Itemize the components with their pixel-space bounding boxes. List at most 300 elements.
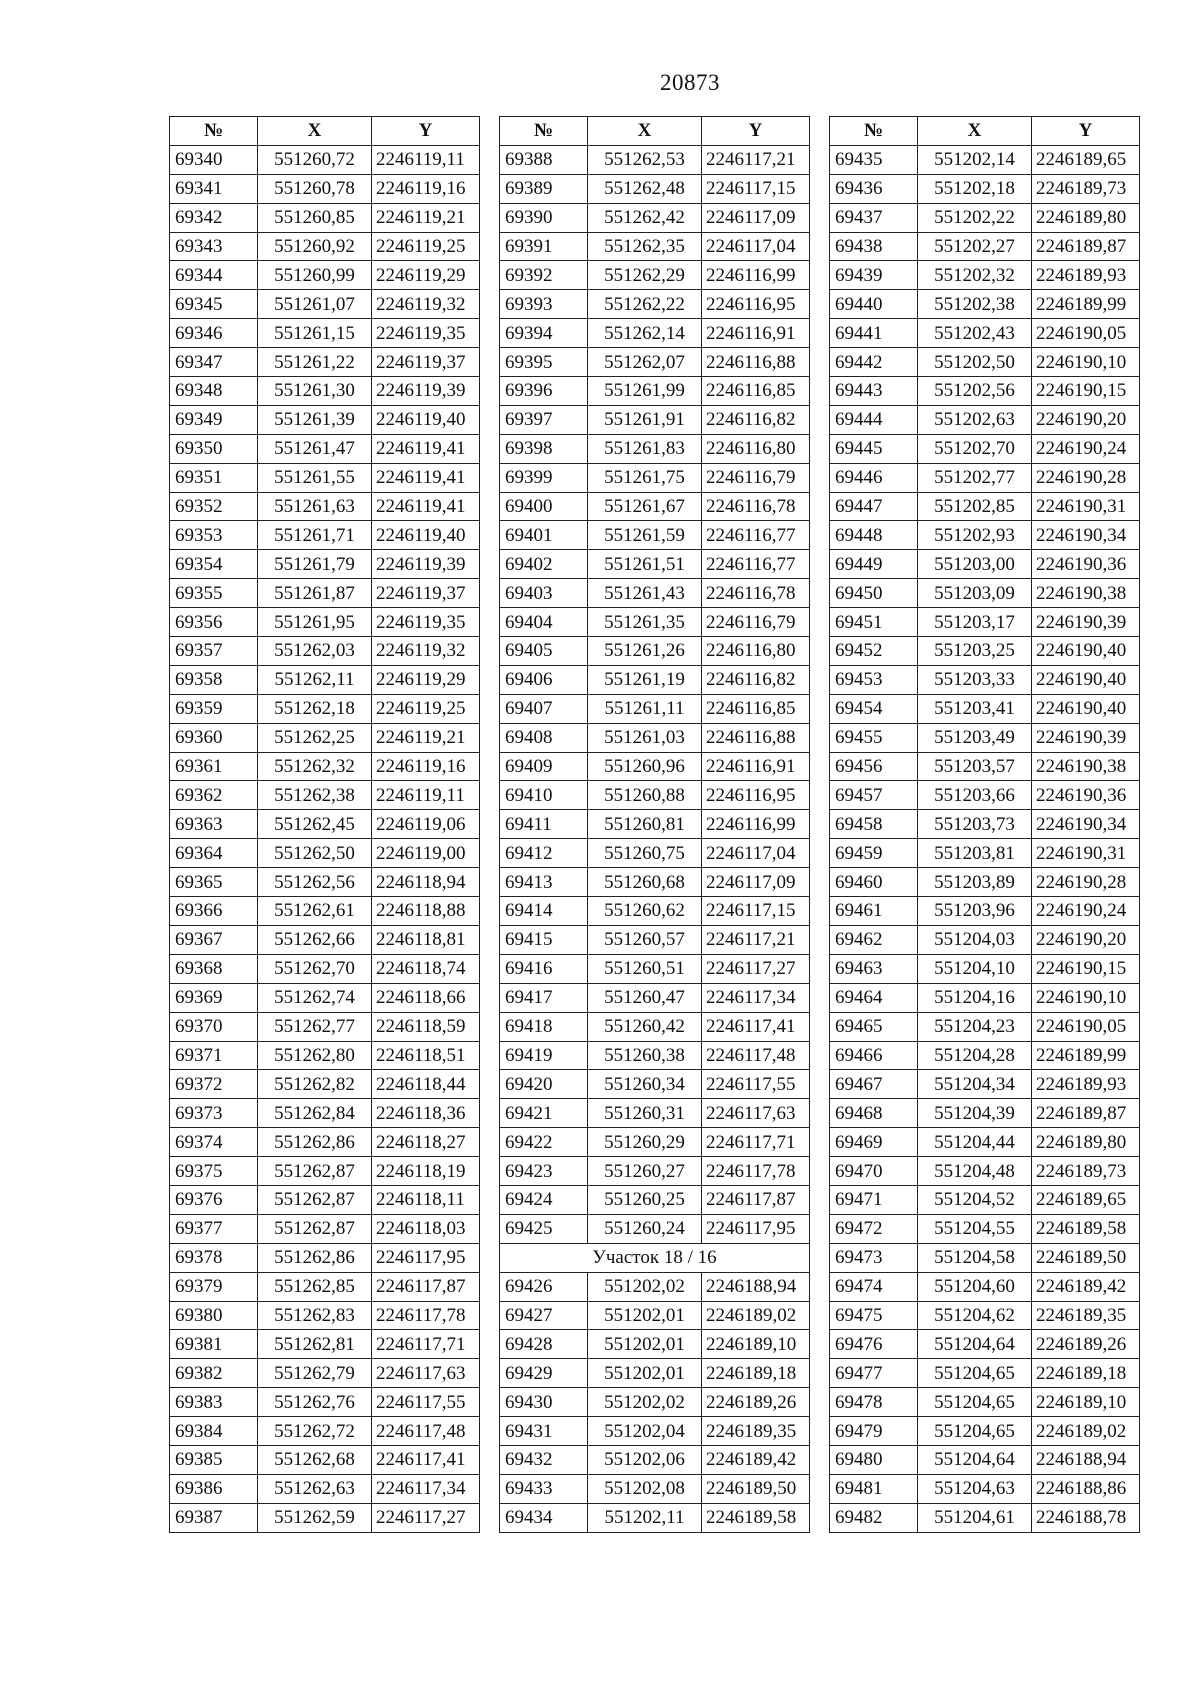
x-coordinate-cell: 551260,75 xyxy=(588,839,702,868)
point-number-cell: 69411 xyxy=(500,810,588,839)
y-coordinate-cell: 2246116,95 xyxy=(702,290,810,319)
point-number-cell: 69382 xyxy=(170,1359,258,1388)
point-number-cell: 69345 xyxy=(170,290,258,319)
y-coordinate-cell: 2246189,65 xyxy=(1032,145,1140,174)
point-number-cell: 69350 xyxy=(170,434,258,463)
table-row xyxy=(170,1417,480,1446)
y-coordinate-cell: 2246116,77 xyxy=(702,521,810,550)
point-number-cell: 69369 xyxy=(170,983,258,1012)
x-coordinate-cell: 551204,52 xyxy=(918,1185,1032,1214)
x-coordinate-cell: 551203,81 xyxy=(918,839,1032,868)
x-coordinate-cell: 551202,85 xyxy=(918,492,1032,521)
table-row xyxy=(500,1474,810,1503)
point-number-cell: 69475 xyxy=(830,1301,918,1330)
y-coordinate-cell: 2246119,35 xyxy=(372,319,480,348)
table-row xyxy=(830,1417,1140,1446)
y-coordinate-cell: 2246119,37 xyxy=(372,348,480,377)
table-row xyxy=(170,1012,480,1041)
y-coordinate-cell: 2246118,44 xyxy=(372,1070,480,1099)
x-coordinate-cell: 551261,59 xyxy=(588,521,702,550)
table-row xyxy=(170,954,480,983)
point-number-cell: 69447 xyxy=(830,492,918,521)
table-row xyxy=(500,232,810,261)
y-coordinate-cell: 2246119,25 xyxy=(372,694,480,723)
y-coordinate-cell: 2246119,37 xyxy=(372,579,480,608)
y-coordinate-cell: 2246188,94 xyxy=(1032,1445,1140,1474)
point-number-cell: 69387 xyxy=(170,1503,258,1532)
table-row xyxy=(500,1330,810,1359)
y-coordinate-cell: 2246189,58 xyxy=(1032,1214,1140,1243)
table-row xyxy=(830,1070,1140,1099)
table-row xyxy=(500,1128,810,1157)
table-row xyxy=(170,1445,480,1474)
x-coordinate-cell: 551260,51 xyxy=(588,954,702,983)
point-number-cell: 69347 xyxy=(170,348,258,377)
point-number-cell: 69457 xyxy=(830,781,918,810)
point-number-cell: 69356 xyxy=(170,608,258,637)
point-number-cell: 69459 xyxy=(830,839,918,868)
table-row xyxy=(500,723,810,752)
y-coordinate-cell: 2246190,36 xyxy=(1032,781,1140,810)
x-coordinate-cell: 551204,65 xyxy=(918,1359,1032,1388)
x-coordinate-cell: 551262,03 xyxy=(258,637,372,666)
table-row xyxy=(830,521,1140,550)
point-number-cell: 69480 xyxy=(830,1445,918,1474)
y-coordinate-cell: 2246189,10 xyxy=(702,1330,810,1359)
point-number-cell: 69450 xyxy=(830,579,918,608)
y-coordinate-cell: 2246188,78 xyxy=(1032,1503,1140,1532)
x-coordinate-cell: 551202,02 xyxy=(588,1272,702,1301)
x-coordinate-cell: 551202,04 xyxy=(588,1417,702,1446)
point-number-cell: 69404 xyxy=(500,608,588,637)
table-row xyxy=(500,752,810,781)
table-row xyxy=(500,608,810,637)
table-row xyxy=(170,1157,480,1186)
y-coordinate-cell: 2246117,95 xyxy=(372,1243,480,1272)
x-coordinate-cell: 551202,77 xyxy=(918,463,1032,492)
point-number-cell: 69454 xyxy=(830,694,918,723)
y-coordinate-cell: 2246117,71 xyxy=(702,1128,810,1157)
point-number-cell: 69409 xyxy=(500,752,588,781)
table-row xyxy=(500,1503,810,1532)
point-number-cell: 69436 xyxy=(830,174,918,203)
x-coordinate-cell: 551260,88 xyxy=(588,781,702,810)
table-row xyxy=(500,203,810,232)
y-coordinate-cell: 2246117,71 xyxy=(372,1330,480,1359)
point-number-cell: 69451 xyxy=(830,608,918,637)
table-row xyxy=(500,290,810,319)
y-coordinate-cell: 2246117,09 xyxy=(702,868,810,897)
table-row xyxy=(170,1185,480,1214)
table-row xyxy=(500,1214,810,1243)
y-coordinate-cell: 2246117,87 xyxy=(702,1185,810,1214)
x-coordinate-cell: 551262,59 xyxy=(258,1503,372,1532)
table-row xyxy=(830,1214,1140,1243)
table-row xyxy=(500,925,810,954)
y-coordinate-cell: 2246189,18 xyxy=(702,1359,810,1388)
y-coordinate-cell: 2246189,42 xyxy=(702,1445,810,1474)
y-coordinate-cell: 2246116,78 xyxy=(702,579,810,608)
table-row xyxy=(830,694,1140,723)
point-number-cell: 69373 xyxy=(170,1099,258,1128)
point-number-cell: 69396 xyxy=(500,377,588,406)
x-coordinate-cell: 551261,47 xyxy=(258,434,372,463)
x-coordinate-cell: 551204,44 xyxy=(918,1128,1032,1157)
y-coordinate-cell: 2246189,99 xyxy=(1032,290,1140,319)
x-coordinate-cell: 551203,66 xyxy=(918,781,1032,810)
x-coordinate-cell: 551204,64 xyxy=(918,1330,1032,1359)
table-row xyxy=(170,579,480,608)
point-number-cell: 69352 xyxy=(170,492,258,521)
y-coordinate-cell: 2246188,86 xyxy=(1032,1474,1140,1503)
x-coordinate-cell: 551204,28 xyxy=(918,1041,1032,1070)
y-coordinate-cell: 2246118,74 xyxy=(372,954,480,983)
table-row xyxy=(830,1099,1140,1128)
point-number-cell: 69470 xyxy=(830,1157,918,1186)
point-number-cell: 69416 xyxy=(500,954,588,983)
x-coordinate-cell: 551262,53 xyxy=(588,145,702,174)
y-coordinate-cell: 2246118,19 xyxy=(372,1157,480,1186)
y-coordinate-cell: 2246117,04 xyxy=(702,232,810,261)
point-number-cell: 69340 xyxy=(170,145,258,174)
x-coordinate-cell: 551261,19 xyxy=(588,665,702,694)
point-number-cell: 69399 xyxy=(500,463,588,492)
table-row xyxy=(500,319,810,348)
x-coordinate-cell: 551202,14 xyxy=(918,145,1032,174)
point-number-cell: 69419 xyxy=(500,1041,588,1070)
x-coordinate-cell: 551262,81 xyxy=(258,1330,372,1359)
y-coordinate-cell: 2246119,21 xyxy=(372,723,480,752)
column-header-number: № xyxy=(500,117,588,146)
x-coordinate-cell: 551204,16 xyxy=(918,983,1032,1012)
point-number-cell: 69362 xyxy=(170,781,258,810)
table-row xyxy=(830,897,1140,926)
table-row xyxy=(170,550,480,579)
column-header-number: № xyxy=(830,117,918,146)
x-coordinate-cell: 551262,87 xyxy=(258,1157,372,1186)
table-row xyxy=(170,781,480,810)
table-row xyxy=(500,1185,810,1214)
x-coordinate-cell: 551261,71 xyxy=(258,521,372,550)
table-row xyxy=(170,752,480,781)
table-row xyxy=(830,463,1140,492)
y-coordinate-cell: 2246190,34 xyxy=(1032,521,1140,550)
table-row xyxy=(500,1359,810,1388)
x-coordinate-cell: 551204,48 xyxy=(918,1157,1032,1186)
point-number-cell: 69468 xyxy=(830,1099,918,1128)
x-coordinate-cell: 551262,29 xyxy=(588,261,702,290)
table-row xyxy=(830,983,1140,1012)
y-coordinate-cell: 2246190,39 xyxy=(1032,723,1140,752)
point-number-cell: 69412 xyxy=(500,839,588,868)
x-coordinate-cell: 551261,35 xyxy=(588,608,702,637)
x-coordinate-cell: 551261,67 xyxy=(588,492,702,521)
x-coordinate-cell: 551262,35 xyxy=(588,232,702,261)
table-row xyxy=(170,983,480,1012)
table-row xyxy=(170,1243,480,1272)
y-coordinate-cell: 2246116,77 xyxy=(702,550,810,579)
point-number-cell: 69353 xyxy=(170,521,258,550)
table-body xyxy=(830,145,1140,1532)
y-coordinate-cell: 2246117,48 xyxy=(372,1417,480,1446)
y-coordinate-cell: 2246117,63 xyxy=(702,1099,810,1128)
table-row xyxy=(500,839,810,868)
x-coordinate-cell: 551262,68 xyxy=(258,1445,372,1474)
point-number-cell: 69359 xyxy=(170,694,258,723)
point-number-cell: 69477 xyxy=(830,1359,918,1388)
table-row xyxy=(500,1445,810,1474)
point-number-cell: 69343 xyxy=(170,232,258,261)
y-coordinate-cell: 2246189,50 xyxy=(1032,1243,1140,1272)
y-coordinate-cell: 2246190,05 xyxy=(1032,319,1140,348)
table-row xyxy=(170,1503,480,1532)
y-coordinate-cell: 2246116,85 xyxy=(702,377,810,406)
x-coordinate-cell: 551202,01 xyxy=(588,1330,702,1359)
y-coordinate-cell: 2246190,28 xyxy=(1032,868,1140,897)
y-coordinate-cell: 2246190,05 xyxy=(1032,1012,1140,1041)
x-coordinate-cell: 551203,89 xyxy=(918,868,1032,897)
point-number-cell: 69456 xyxy=(830,752,918,781)
point-number-cell: 69383 xyxy=(170,1388,258,1417)
x-coordinate-cell: 551261,30 xyxy=(258,377,372,406)
y-coordinate-cell: 2246190,15 xyxy=(1032,954,1140,983)
table-row xyxy=(500,637,810,666)
x-coordinate-cell: 551260,38 xyxy=(588,1041,702,1070)
y-coordinate-cell: 2246190,24 xyxy=(1032,434,1140,463)
y-coordinate-cell: 2246119,39 xyxy=(372,377,480,406)
x-coordinate-cell: 551203,49 xyxy=(918,723,1032,752)
table-row xyxy=(500,145,810,174)
table-row xyxy=(830,261,1140,290)
point-number-cell: 69445 xyxy=(830,434,918,463)
y-coordinate-cell: 2246118,94 xyxy=(372,868,480,897)
column-header-x: X xyxy=(588,117,702,146)
y-coordinate-cell: 2246117,34 xyxy=(702,983,810,1012)
point-number-cell: 69424 xyxy=(500,1185,588,1214)
x-coordinate-cell: 551260,24 xyxy=(588,1214,702,1243)
x-coordinate-cell: 551260,78 xyxy=(258,174,372,203)
x-coordinate-cell: 551262,83 xyxy=(258,1301,372,1330)
x-coordinate-cell: 551260,62 xyxy=(588,897,702,926)
point-number-cell: 69377 xyxy=(170,1214,258,1243)
point-number-cell: 69469 xyxy=(830,1128,918,1157)
x-coordinate-cell: 551261,55 xyxy=(258,463,372,492)
point-number-cell: 69346 xyxy=(170,319,258,348)
y-coordinate-cell: 2246119,32 xyxy=(372,290,480,319)
table-row xyxy=(500,1099,810,1128)
x-coordinate-cell: 551203,57 xyxy=(918,752,1032,781)
table-row xyxy=(830,145,1140,174)
table-row xyxy=(830,492,1140,521)
y-coordinate-cell: 2246190,31 xyxy=(1032,839,1140,868)
y-coordinate-cell: 2246119,11 xyxy=(372,145,480,174)
section-label: Участок 18 / 16 xyxy=(500,1243,810,1272)
point-number-cell: 69474 xyxy=(830,1272,918,1301)
y-coordinate-cell: 2246117,55 xyxy=(702,1070,810,1099)
y-coordinate-cell: 2246190,40 xyxy=(1032,665,1140,694)
y-coordinate-cell: 2246116,85 xyxy=(702,694,810,723)
point-number-cell: 69364 xyxy=(170,839,258,868)
table-row xyxy=(500,1301,810,1330)
x-coordinate-cell: 551262,25 xyxy=(258,723,372,752)
y-coordinate-cell: 2246118,11 xyxy=(372,1185,480,1214)
y-coordinate-cell: 2246189,02 xyxy=(1032,1417,1140,1446)
y-coordinate-cell: 2246119,29 xyxy=(372,261,480,290)
y-coordinate-cell: 2246118,51 xyxy=(372,1041,480,1070)
x-coordinate-cell: 551260,72 xyxy=(258,145,372,174)
y-coordinate-cell: 2246116,80 xyxy=(702,434,810,463)
point-number-cell: 69395 xyxy=(500,348,588,377)
y-coordinate-cell: 2246118,88 xyxy=(372,897,480,926)
table-row xyxy=(170,1474,480,1503)
point-number-cell: 69430 xyxy=(500,1388,588,1417)
table-row xyxy=(500,1417,810,1446)
table-row xyxy=(830,1012,1140,1041)
y-coordinate-cell: 2246117,63 xyxy=(372,1359,480,1388)
point-number-cell: 69376 xyxy=(170,1185,258,1214)
table-row xyxy=(170,1214,480,1243)
table-row xyxy=(500,1272,810,1301)
x-coordinate-cell: 551202,50 xyxy=(918,348,1032,377)
point-number-cell: 69426 xyxy=(500,1272,588,1301)
y-coordinate-cell: 2246189,99 xyxy=(1032,1041,1140,1070)
x-coordinate-cell: 551261,26 xyxy=(588,637,702,666)
x-coordinate-cell: 551260,96 xyxy=(588,752,702,781)
y-coordinate-cell: 2246117,15 xyxy=(702,174,810,203)
x-coordinate-cell: 551203,73 xyxy=(918,810,1032,839)
y-coordinate-cell: 2246118,66 xyxy=(372,983,480,1012)
y-coordinate-cell: 2246118,27 xyxy=(372,1128,480,1157)
table-row xyxy=(830,665,1140,694)
x-coordinate-cell: 551203,33 xyxy=(918,665,1032,694)
y-coordinate-cell: 2246189,50 xyxy=(702,1474,810,1503)
table-row xyxy=(170,174,480,203)
coordinate-tables xyxy=(169,116,1140,1533)
y-coordinate-cell: 2246190,38 xyxy=(1032,579,1140,608)
table-row xyxy=(500,377,810,406)
y-coordinate-cell: 2246117,41 xyxy=(702,1012,810,1041)
table-row xyxy=(170,1070,480,1099)
point-number-cell: 69417 xyxy=(500,983,588,1012)
table-row xyxy=(170,1041,480,1070)
table-header-row xyxy=(170,117,480,146)
point-number-cell: 69422 xyxy=(500,1128,588,1157)
x-coordinate-cell: 551262,80 xyxy=(258,1041,372,1070)
x-coordinate-cell: 551262,82 xyxy=(258,1070,372,1099)
table-row xyxy=(170,1330,480,1359)
x-coordinate-cell: 551260,68 xyxy=(588,868,702,897)
x-coordinate-cell: 551204,03 xyxy=(918,925,1032,954)
table-row xyxy=(830,839,1140,868)
table-row xyxy=(170,377,480,406)
y-coordinate-cell: 2246190,40 xyxy=(1032,694,1140,723)
y-coordinate-cell: 2246189,93 xyxy=(1032,261,1140,290)
x-coordinate-cell: 551260,29 xyxy=(588,1128,702,1157)
table-body xyxy=(500,145,810,1532)
y-coordinate-cell: 2246119,16 xyxy=(372,174,480,203)
point-number-cell: 69344 xyxy=(170,261,258,290)
table-row xyxy=(170,405,480,434)
x-coordinate-cell: 551202,63 xyxy=(918,405,1032,434)
y-coordinate-cell: 2246190,31 xyxy=(1032,492,1140,521)
table-row xyxy=(830,434,1140,463)
table-row xyxy=(170,810,480,839)
y-coordinate-cell: 2246190,10 xyxy=(1032,983,1140,1012)
x-coordinate-cell: 551260,99 xyxy=(258,261,372,290)
table-row xyxy=(500,261,810,290)
x-coordinate-cell: 551260,85 xyxy=(258,203,372,232)
point-number-cell: 69435 xyxy=(830,145,918,174)
point-number-cell: 69398 xyxy=(500,434,588,463)
y-coordinate-cell: 2246190,20 xyxy=(1032,925,1140,954)
x-coordinate-cell: 551204,64 xyxy=(918,1445,1032,1474)
point-number-cell: 69403 xyxy=(500,579,588,608)
x-coordinate-cell: 551260,31 xyxy=(588,1099,702,1128)
point-number-cell: 69355 xyxy=(170,579,258,608)
coordinate-table xyxy=(829,116,1140,1533)
y-coordinate-cell: 2246119,39 xyxy=(372,550,480,579)
y-coordinate-cell: 2246189,02 xyxy=(702,1301,810,1330)
point-number-cell: 69434 xyxy=(500,1503,588,1532)
y-coordinate-cell: 2246118,59 xyxy=(372,1012,480,1041)
point-number-cell: 69446 xyxy=(830,463,918,492)
point-number-cell: 69406 xyxy=(500,665,588,694)
x-coordinate-cell: 551262,18 xyxy=(258,694,372,723)
table-body xyxy=(170,145,480,1532)
table-row xyxy=(830,723,1140,752)
point-number-cell: 69452 xyxy=(830,637,918,666)
point-number-cell: 69449 xyxy=(830,550,918,579)
x-coordinate-cell: 551262,42 xyxy=(588,203,702,232)
point-number-cell: 69439 xyxy=(830,261,918,290)
table-row xyxy=(830,1388,1140,1417)
y-coordinate-cell: 2246119,41 xyxy=(372,434,480,463)
y-coordinate-cell: 2246116,78 xyxy=(702,492,810,521)
point-number-cell: 69482 xyxy=(830,1503,918,1532)
y-coordinate-cell: 2246189,87 xyxy=(1032,1099,1140,1128)
table-row xyxy=(170,608,480,637)
x-coordinate-cell: 551262,76 xyxy=(258,1388,372,1417)
table-row xyxy=(830,1128,1140,1157)
point-number-cell: 69380 xyxy=(170,1301,258,1330)
y-coordinate-cell: 2246116,99 xyxy=(702,810,810,839)
table-row xyxy=(170,868,480,897)
x-coordinate-cell: 551204,39 xyxy=(918,1099,1032,1128)
y-coordinate-cell: 2246117,15 xyxy=(702,897,810,926)
point-number-cell: 69432 xyxy=(500,1445,588,1474)
x-coordinate-cell: 551261,43 xyxy=(588,579,702,608)
point-number-cell: 69473 xyxy=(830,1243,918,1272)
table-row xyxy=(830,1503,1140,1532)
y-coordinate-cell: 2246190,20 xyxy=(1032,405,1140,434)
table-row xyxy=(500,492,810,521)
point-number-cell: 69441 xyxy=(830,319,918,348)
coordinate-table xyxy=(169,116,480,1533)
table-row xyxy=(170,319,480,348)
table-row xyxy=(170,694,480,723)
y-coordinate-cell: 2246190,36 xyxy=(1032,550,1140,579)
x-coordinate-cell: 551203,09 xyxy=(918,579,1032,608)
x-coordinate-cell: 551262,70 xyxy=(258,954,372,983)
table-row xyxy=(830,1185,1140,1214)
point-number-cell: 69407 xyxy=(500,694,588,723)
point-number-cell: 69392 xyxy=(500,261,588,290)
point-number-cell: 69428 xyxy=(500,1330,588,1359)
point-number-cell: 69372 xyxy=(170,1070,258,1099)
point-number-cell: 69478 xyxy=(830,1388,918,1417)
point-number-cell: 69385 xyxy=(170,1445,258,1474)
point-number-cell: 69444 xyxy=(830,405,918,434)
